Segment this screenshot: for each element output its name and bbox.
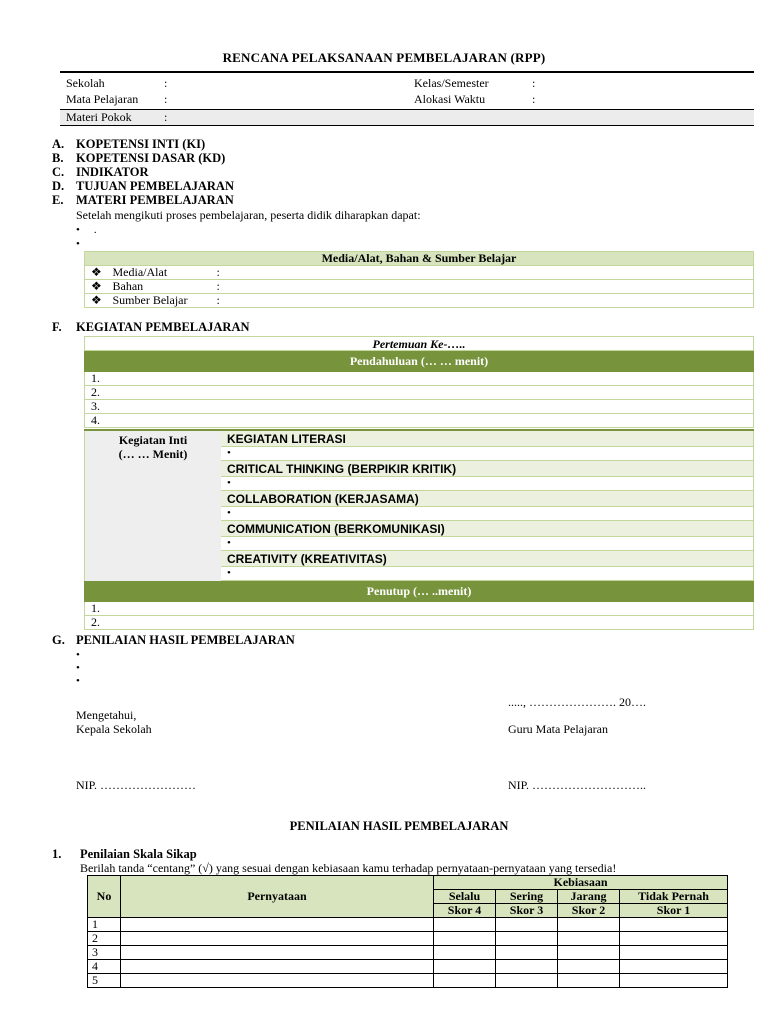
col-header-label: Selalu xyxy=(434,890,496,904)
section-heading: MATERI PEMBELAJARAN xyxy=(76,193,234,207)
materi-bullet-1 xyxy=(76,224,97,236)
col-pernyataan-header: Pernyataan xyxy=(121,876,434,918)
bullet-text: . xyxy=(93,224,97,236)
cell xyxy=(620,960,728,974)
sekolah-label: Sekolah xyxy=(66,76,105,90)
media-row-label: Sumber Belajar xyxy=(113,294,217,308)
section-d xyxy=(52,180,234,194)
inti-item-bullet: • xyxy=(221,567,754,581)
table-row xyxy=(88,960,728,974)
pendahuluan-item: 1. xyxy=(84,372,754,386)
table-row xyxy=(88,918,728,932)
penutup-item: 2. xyxy=(84,616,754,630)
header-top-rule xyxy=(60,71,754,73)
diamond-icon: ❖ xyxy=(85,266,113,280)
section-heading: KOPETENSI INTI (KI) xyxy=(76,137,206,151)
col-header-skor: Skor 2 xyxy=(558,904,620,918)
guru-text: Guru Mata Pelajaran xyxy=(508,722,608,736)
penilaian-subsection xyxy=(52,847,197,862)
alokasi-label: Alokasi Waktu xyxy=(414,92,486,106)
inti-item-heading: CRITICAL THINKING (BERPIKIR KRITIK) xyxy=(221,461,754,477)
media-row-colon: : xyxy=(217,280,754,294)
kegiatan-inti-block xyxy=(84,429,754,581)
cell xyxy=(558,960,620,974)
penilaian-title: PENILAIAN HASIL PEMBELAJARAN xyxy=(289,819,509,833)
cell xyxy=(620,946,728,960)
col-header-label: Tidak Pernah xyxy=(620,890,728,904)
section-letter: A. xyxy=(52,137,65,151)
nip-right: NIP. ……………………….. xyxy=(508,778,647,792)
section-letter: B. xyxy=(52,151,64,165)
inti-item-bullet: • xyxy=(221,447,754,461)
col-header-skor: Skor 4 xyxy=(434,904,496,918)
media-row-label: Media/Alat xyxy=(113,266,217,280)
materi-colon: : xyxy=(164,110,168,124)
pendahuluan-item: 3. xyxy=(84,400,754,414)
penilaian-bullet: • xyxy=(76,662,80,674)
penilaian-bullet: • xyxy=(76,675,80,687)
inti-item-bullet: • xyxy=(221,537,754,551)
penilaian-instruction: Berilah tanda “centang” (√) yang sesuai dengan kebiasaan kamu terhadap pernyataan-pernyataan yang tersedia! xyxy=(80,861,617,875)
media-table xyxy=(84,251,754,308)
section-heading: INDIKATOR xyxy=(76,165,149,179)
header-row-2 xyxy=(60,91,754,107)
cell xyxy=(496,918,558,932)
col-kebiasaan-header: Kebiasaan xyxy=(434,876,728,890)
penilaian-bullet: • xyxy=(76,649,80,661)
col-header-label: Jarang xyxy=(558,890,620,904)
col-no-header: No xyxy=(88,876,121,918)
cell xyxy=(620,932,728,946)
section-heading: KEGIATAN PEMBELAJARAN xyxy=(76,320,250,334)
media-row xyxy=(85,266,754,280)
inti-label-duration: (… … Menit) xyxy=(118,447,188,461)
cell xyxy=(434,960,496,974)
materi-label: Materi Pokok xyxy=(66,110,132,124)
section-e xyxy=(52,194,234,208)
cell xyxy=(558,946,620,960)
kegiatan-table xyxy=(84,336,754,630)
sekolah-colon: : xyxy=(164,76,168,90)
nip-left: NIP. …………………… xyxy=(76,778,197,792)
pendahuluan-bar: Pendahuluan (… … menit) xyxy=(84,351,754,372)
section-letter: C. xyxy=(52,165,65,179)
cell xyxy=(121,932,434,946)
mapel-colon: : xyxy=(164,92,168,106)
penutup-bar: Penutup (… ..menit) xyxy=(84,581,754,602)
materi-intro: Setelah mengikuti proses pembelajaran, peserta didik diharapkan dapat: xyxy=(76,208,421,222)
row-number: 4 xyxy=(88,960,121,974)
section-heading: TUJUAN PEMBELAJARAN xyxy=(76,179,234,193)
section-f xyxy=(52,321,250,335)
cell xyxy=(434,932,496,946)
kegiatan-inti-label xyxy=(84,431,221,581)
cell xyxy=(121,946,434,960)
section-a xyxy=(52,138,205,152)
cell xyxy=(496,946,558,960)
inti-item-bullet: • xyxy=(221,477,754,491)
section-g xyxy=(52,634,295,648)
table-row xyxy=(88,932,728,946)
pendahuluan-item: 4. xyxy=(84,414,754,428)
col-header-skor: Skor 1 xyxy=(620,904,728,918)
cell xyxy=(121,960,434,974)
cell xyxy=(496,960,558,974)
section-letter: D. xyxy=(52,179,65,193)
penutup-item: 1. xyxy=(84,602,754,616)
media-row-colon: : xyxy=(217,294,754,308)
section-letter: F. xyxy=(52,320,62,334)
skala-sikap-table xyxy=(87,875,728,988)
section-letter: E. xyxy=(52,193,64,207)
row-number: 1 xyxy=(88,918,121,932)
mengetahui-text: Mengetahui, xyxy=(76,708,137,722)
kelas-label: Kelas/Semester xyxy=(414,76,489,90)
cell xyxy=(496,932,558,946)
section-b xyxy=(52,152,225,166)
cell xyxy=(121,918,434,932)
subsection-title: Penilaian Skala Sikap xyxy=(80,847,197,861)
media-table-title: Media/Alat, Bahan & Sumber Belajar xyxy=(85,252,754,266)
cell xyxy=(434,946,496,960)
kegiatan-inti-list xyxy=(221,431,754,581)
mapel-label: Mata Pelajaran xyxy=(66,92,139,106)
media-row-label: Bahan xyxy=(113,280,217,294)
media-row-colon: : xyxy=(217,266,754,280)
section-heading: KOPETENSI DASAR (KD) xyxy=(76,151,226,165)
inti-item-bullet: • xyxy=(221,507,754,521)
section-letter: G. xyxy=(52,633,65,647)
cell xyxy=(434,918,496,932)
cell xyxy=(558,932,620,946)
kelas-colon: : xyxy=(532,76,536,90)
media-row xyxy=(85,294,754,308)
inti-item-heading: COLLABORATION (KERJASAMA) xyxy=(221,491,754,507)
identity-header xyxy=(60,71,754,126)
sign-date: ....., …………………. 20…. xyxy=(508,695,646,709)
inti-label-title: Kegiatan Inti xyxy=(118,433,188,447)
diamond-icon: ❖ xyxy=(85,280,113,294)
table-row xyxy=(88,946,728,960)
materi-bullet-2: • xyxy=(76,238,80,250)
row-number: 2 xyxy=(88,932,121,946)
materi-pokok-row xyxy=(60,109,754,126)
cell xyxy=(496,974,558,988)
media-row xyxy=(85,280,754,294)
subsection-number: 1. xyxy=(52,847,62,861)
kepala-sekolah-text: Kepala Sekolah xyxy=(76,722,152,736)
col-header-label: Sering xyxy=(496,890,558,904)
header-row-1 xyxy=(60,75,754,91)
cell xyxy=(558,974,620,988)
bullet-icon: • xyxy=(76,224,80,236)
pertemuan-header: Pertemuan Ke-….. xyxy=(84,336,754,351)
cell xyxy=(620,974,728,988)
row-number: 5 xyxy=(88,974,121,988)
diamond-icon: ❖ xyxy=(85,294,113,308)
pendahuluan-item: 2. xyxy=(84,386,754,400)
alokasi-colon: : xyxy=(532,92,536,106)
cell xyxy=(121,974,434,988)
inti-item-heading: COMMUNICATION (BERKOMUNIKASI) xyxy=(221,521,754,537)
document-title: RENCANA PELAKSANAAN PEMBELAJARAN (RPP) xyxy=(222,50,546,65)
inti-item-heading: KEGIATAN LITERASI xyxy=(221,431,754,447)
col-header-skor: Skor 3 xyxy=(496,904,558,918)
table-row xyxy=(88,974,728,988)
cell xyxy=(558,918,620,932)
cell xyxy=(434,974,496,988)
cell xyxy=(620,918,728,932)
row-number: 3 xyxy=(88,946,121,960)
section-heading: PENILAIAN HASIL PEMBELAJARAN xyxy=(76,633,295,647)
inti-item-heading: CREATIVITY (KREATIVITAS) xyxy=(221,551,754,567)
section-c xyxy=(52,166,148,180)
